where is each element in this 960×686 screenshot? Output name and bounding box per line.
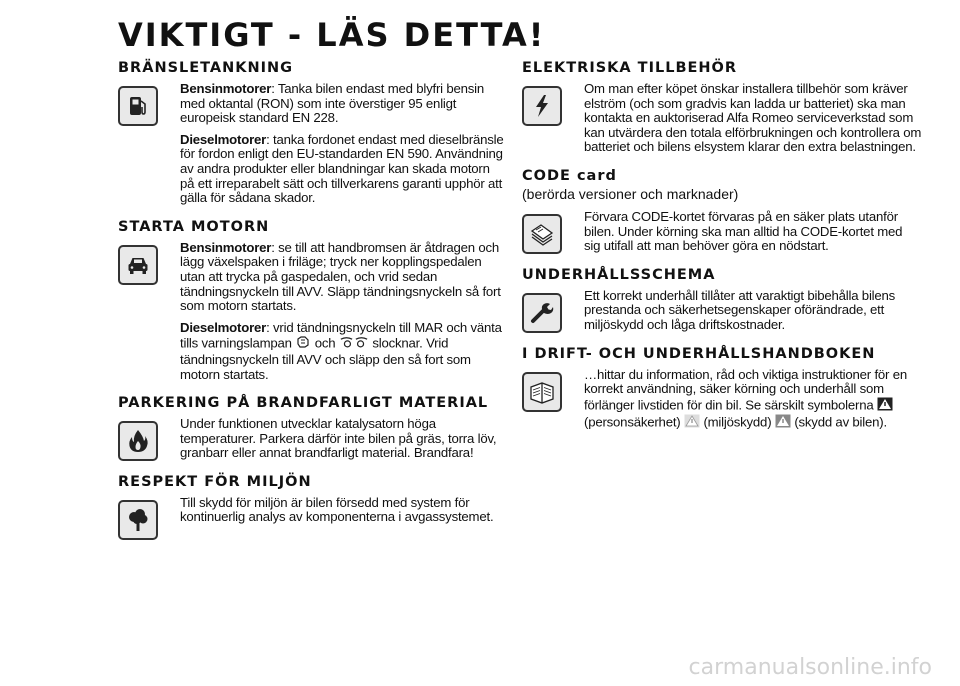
- start-diesel-text-3: slocknar. Vrid tändningsnyckeln till AVV och släpp den så fort som motorn startats.: [180, 335, 471, 382]
- code-subheading: (berörda versioner och marknader): [522, 185, 739, 202]
- watermark: carmanualsonline.info: [688, 655, 932, 680]
- wrench-icon: [522, 293, 562, 333]
- parking-heading: PARKERING PÅ BRANDFARLIGT MATERIAL: [118, 395, 489, 412]
- start-diesel-text-1: : vrid tändningsnyckeln till MAR och vänta tills varningslampan: [180, 319, 502, 351]
- fuel-petrol-paragraph: [180, 82, 506, 126]
- electric-heading: ELEKTRISKA TILLBEHÖR: [522, 60, 738, 76]
- handbook-paragraph: [584, 368, 922, 432]
- maintenance-text: Ett korrekt underhåll tillåter att varaktigt bibehålla bilens prestanda och säkerhetsegenskaper oförändrade, ett miljöskydd och låga driftskostnader.: [584, 287, 896, 332]
- start-diesel-paragraph: [180, 321, 506, 382]
- start-petrol-label: Bensinmotorer: [180, 239, 272, 255]
- handbook-heading: I DRIFT- OCH UNDERHÅLLSHANDBOKEN: [522, 345, 876, 362]
- start-diesel-text-2: och: [314, 335, 336, 351]
- fuel-diesel-text: : tanka fordonet endast med dieselbränsle för fordon enligt den EU-standarden EN 590. Användning av andra produkter eller blandningar kan skada motorn på ett irreparabelt sätt och tillverkarens garanti upphör att gälla för sådana skador.: [180, 131, 504, 206]
- start-section: [118, 219, 506, 389]
- parking-section: [118, 395, 506, 468]
- glow-plug-icon: [339, 335, 369, 353]
- maintenance-heading: UNDERHÅLLSSCHEMA: [522, 266, 716, 283]
- flame-icon: [118, 421, 158, 461]
- electric-text: Om man efter köpet önskar installera tillbehör som kräver elström (och som gradvis kan ladda ur batteriet) ska man kontakta en auktoriserad Alfa Romeo serviceverkstad som kan utvärdera den totala elförbrukningen och kontrollera om batteriet och bilens elsystem klarar den extra belastningen.: [584, 81, 922, 155]
- handbook-text: …hittar du information, råd och viktiga instruktioner för en korrekt användning, säker körning och underhåll som förlänger livstiden för din bil. Se särskilt symbolerna: [584, 366, 907, 412]
- environment-section: [118, 474, 506, 540]
- car-icon: [118, 245, 158, 285]
- electric-section: [522, 60, 922, 162]
- code-text: Förvara CODE-kortet förvaras på en säker plats utanför bilen. Under körning ska man alltid ha CODE-kortet med sig utifall att man behöver göra en nödstart.: [584, 208, 903, 254]
- start-heading: STARTA MOTORN: [118, 218, 270, 235]
- right-column: [522, 60, 922, 445]
- person-safety-icon: [877, 397, 893, 415]
- engine-warning-icon: [295, 335, 311, 353]
- maintenance-section: [522, 267, 922, 340]
- left-column: [118, 60, 506, 546]
- handbook-sym3: (skydd av bilen).: [794, 414, 887, 430]
- start-petrol-text: : se till att handbromsen är åtdragen och lägg växelspaken i friläge; tryck ner kopplingspedalen utan att trycka på gaspedalen, och vrid sedan tändningsnyckeln till AVV. Släpp tändningsnyckeln så fort som motorn startats.: [180, 239, 501, 314]
- fuel-pump-icon: [118, 86, 158, 126]
- start-diesel-label: Dieselmotorer: [180, 319, 267, 335]
- tree-icon: [118, 500, 158, 540]
- fuel-diesel-paragraph: [180, 133, 506, 206]
- start-petrol-paragraph: [180, 241, 506, 314]
- car-protection-icon: [775, 414, 791, 432]
- fuel-section: [118, 60, 506, 213]
- environment-protection-icon: [684, 414, 700, 432]
- environment-text: Till skydd för miljön är bilen försedd med system för kontinuerlig analys av komponenterna i avgassystemet.: [180, 494, 494, 525]
- fuel-diesel-label: Dieselmotorer: [180, 131, 267, 147]
- handbook-sym1: (personsäkerhet): [584, 414, 681, 430]
- handbook-section: [522, 346, 922, 439]
- lightning-icon: [522, 86, 562, 126]
- handbook-sym2: (miljöskydd): [703, 414, 772, 430]
- fuel-petrol-text: : Tanka bilen endast med blyfri bensin med oktantal (RON) som inte överstiger 95 enligt europeisk standard EN 228.: [180, 81, 485, 126]
- parking-text: Under funktionen utvecklar katalysatorn höga temperaturer. Parkera därför inte bilen på gräs, torra löv, granbarr eller annat brandfarligt material. Brandfara!: [180, 416, 497, 461]
- environment-heading: RESPEKT FÖR MILJÖN: [118, 473, 312, 490]
- code-heading: CODE card: [522, 167, 617, 184]
- fuel-petrol-label: Bensinmotorer: [180, 81, 272, 96]
- code-section: [522, 168, 922, 261]
- fuel-heading: BRÄNSLETANKNING: [118, 60, 294, 76]
- card-icon: [522, 214, 562, 254]
- page-title: VIKTIGT - LÄS DETTA!: [118, 16, 546, 54]
- book-icon: [522, 372, 562, 412]
